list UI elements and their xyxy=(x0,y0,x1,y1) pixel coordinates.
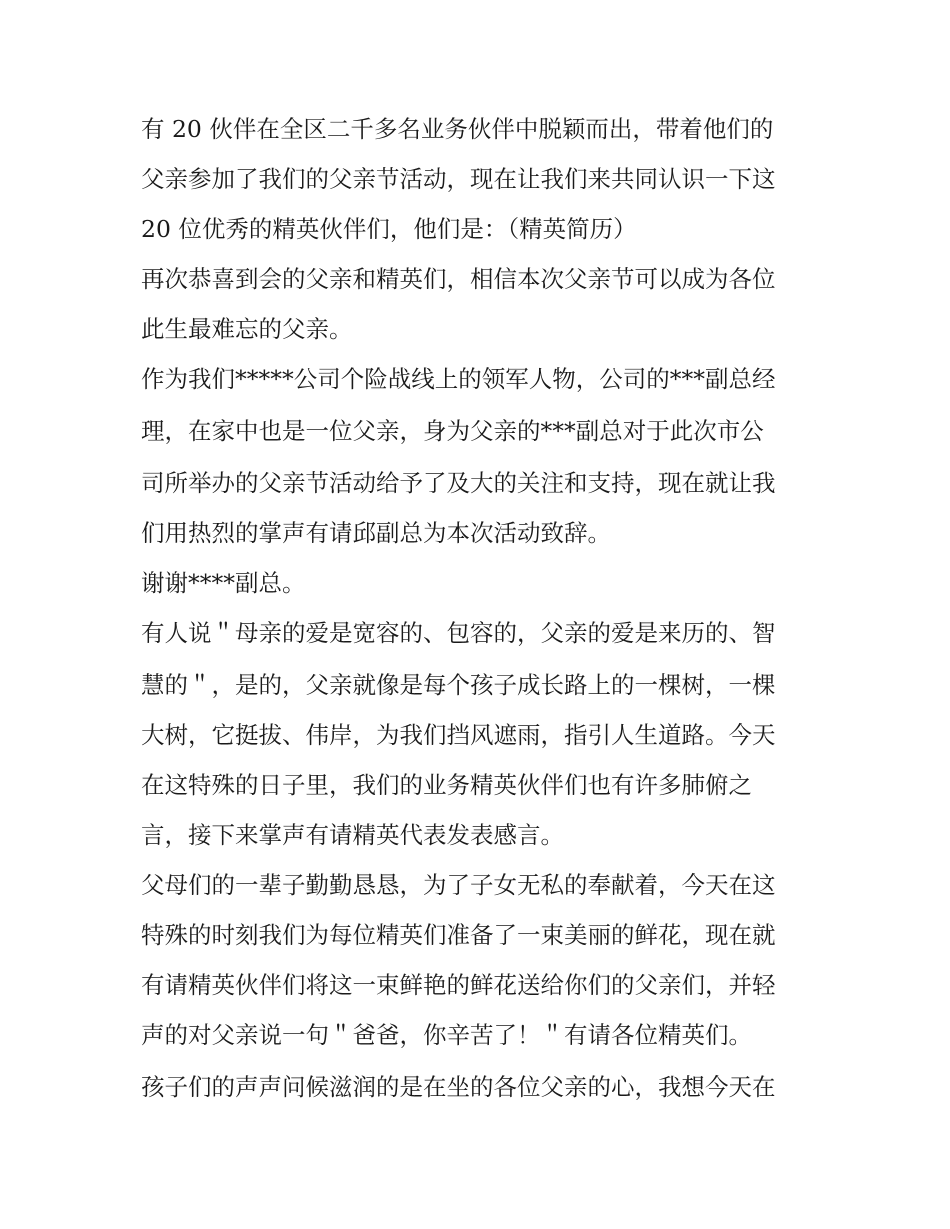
text-line: 特殊的时刻我们为每位精英们准备了一束美丽的鲜花，现在就 xyxy=(141,921,776,949)
text-line: 在这特殊的日子里，我们的业务精英伙伴们也有许多肺俯之 xyxy=(141,771,752,799)
text-line: 有 20 伙伴在全区二千多名业务伙伴中脱颖而出，带着他们的 xyxy=(141,115,774,143)
text-line: 们用热烈的掌声有请邱副总为本次活动致辞。 xyxy=(141,519,611,547)
text-line: 父亲参加了我们的父亲节活动，现在让我们来共同认识一下这 xyxy=(141,165,776,193)
text-line: 20 位优秀的精英伙伴们，他们是：（精英简历） xyxy=(141,215,637,243)
text-line: 大树，它挺拔、伟岸，为我们挡风遮雨，指引人生道路。今天 xyxy=(141,721,776,749)
text-line: 作为我们*****公司个险战线上的领军人物，公司的***副总经 xyxy=(141,365,776,393)
text-line: 理，在家中也是一位父亲，身为父亲的***副总对于此次市公 xyxy=(141,417,764,445)
text-line: 谢谢****副总。 xyxy=(141,569,306,597)
text-line: 言，接下来掌声有请精英代表发表感言。 xyxy=(141,821,564,849)
text-line: 此生最难忘的父亲。 xyxy=(141,315,353,343)
text-line: 声的对父亲说一句＂爸爸，你辛苦了！＂有请各位精英们。 xyxy=(141,1021,752,1049)
text-line: 司所举办的父亲节活动给予了及大的关注和支持，现在就让我 xyxy=(141,469,776,497)
text-line: 慧的＂，是的，父亲就像是每个孩子成长路上的一棵树，一棵 xyxy=(141,671,776,699)
text-line: 有人说＂母亲的爱是宽容的、包容的，父亲的爱是来历的、智 xyxy=(141,619,776,647)
text-line: 孩子们的声声问候滋润的是在坐的各位父亲的心，我想今天在 xyxy=(141,1073,776,1101)
text-line: 有请精英伙伴们将这一束鲜艳的鲜花送给你们的父亲们，并轻 xyxy=(141,971,776,999)
text-line: 父母们的一辈子勤勤恳恳，为了子女无私的奉献着，今天在这 xyxy=(141,871,776,899)
text-line: 再次恭喜到会的父亲和精英们，相信本次父亲节可以成为各位 xyxy=(141,265,776,293)
